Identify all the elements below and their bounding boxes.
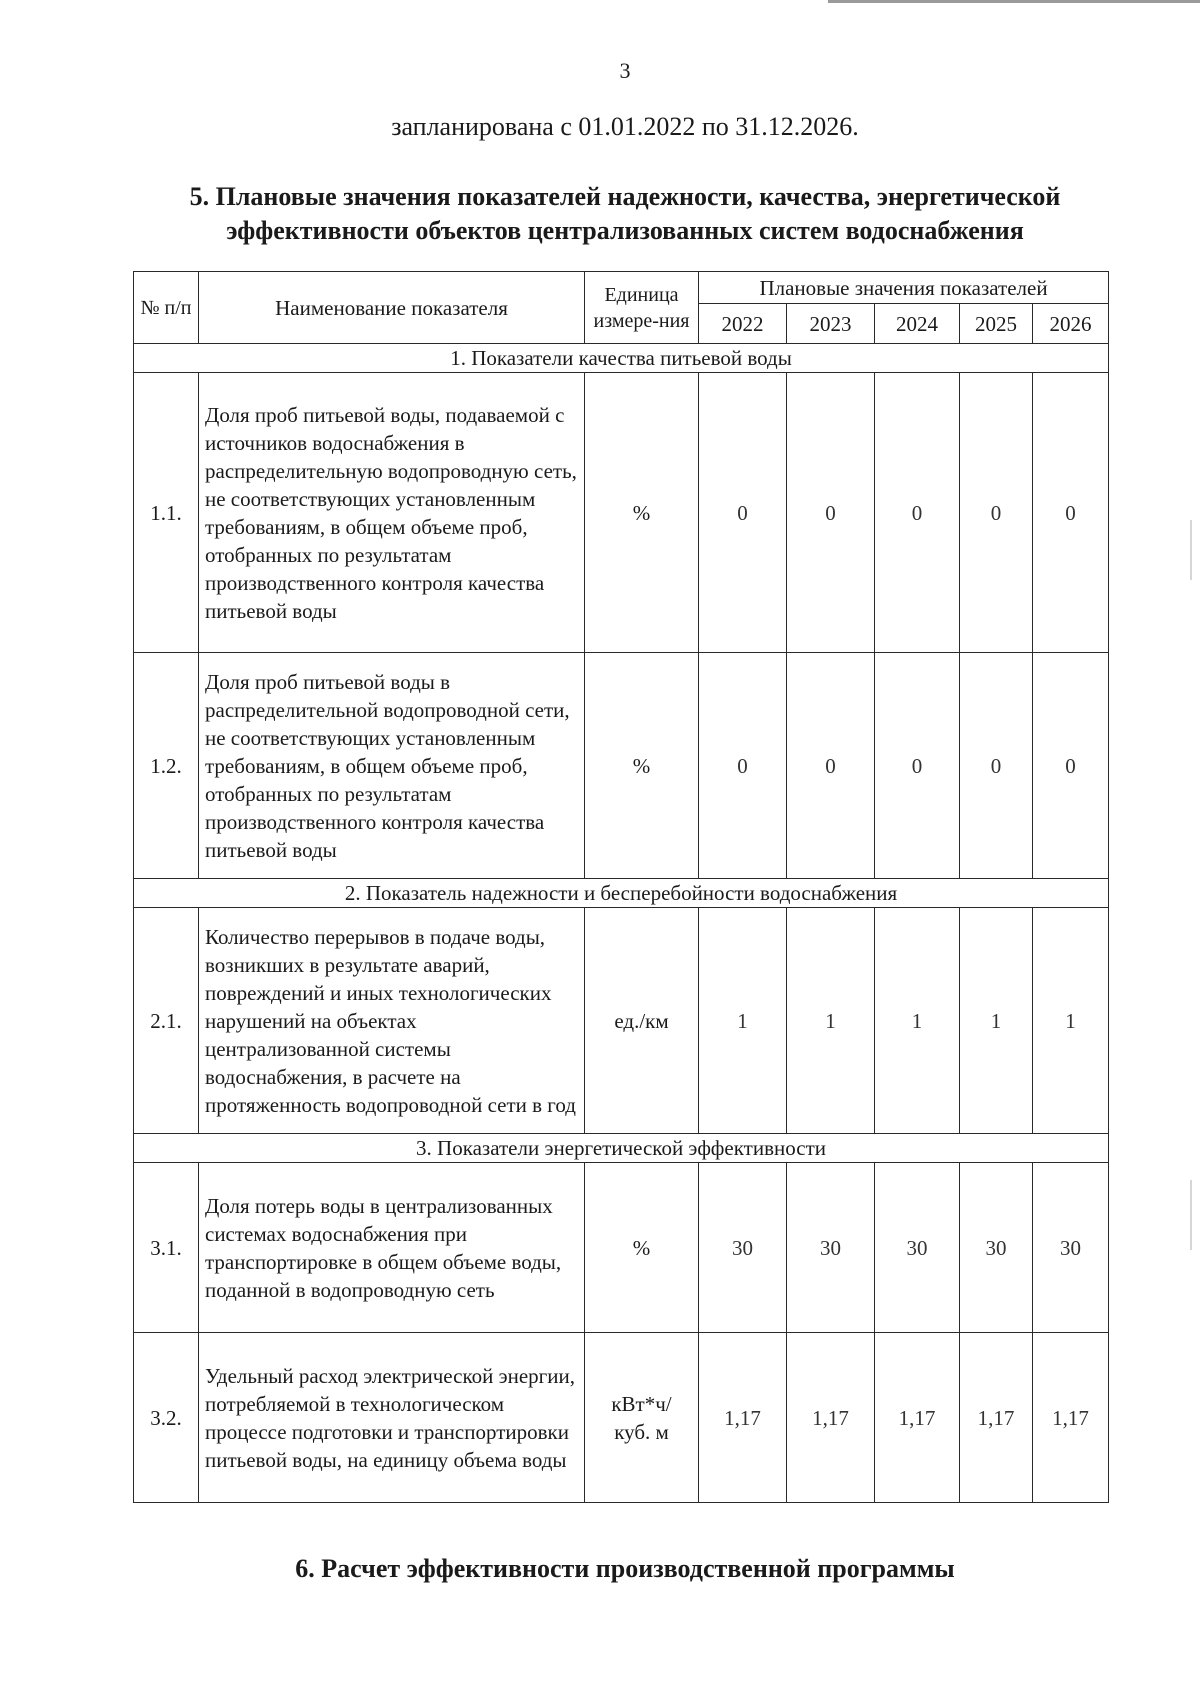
row-num: 3.2. <box>134 1333 199 1503</box>
scan-top-rule <box>828 0 1200 3</box>
row-value-2024: 30 <box>875 1163 960 1333</box>
row-value-2022: 0 <box>699 653 787 879</box>
section-5-title-line-1: 5. Плановые значения показателей надежности, качества, энергетической <box>189 182 1061 211</box>
header-year: 2023 <box>787 304 875 344</box>
table-row <box>134 1163 1109 1333</box>
header-name: Наименование показателя <box>199 272 585 344</box>
row-value-2023: 0 <box>787 653 875 879</box>
scan-edge-mark <box>1190 1180 1192 1250</box>
row-value-2023: 0 <box>787 373 875 653</box>
row-value-2025: 1,17 <box>960 1333 1033 1503</box>
row-name: Удельный расход электрической энергии, потребляемой в технологическом процессе подготовки и транспортировки питьевой воды, на единицу объема воды <box>199 1333 585 1503</box>
row-value-2023: 1,17 <box>787 1333 875 1503</box>
row-name: Доля проб питьевой воды, подаваемой с источников водоснабжения в распределительную водопроводную сеть, не соответствующих установленным требованиям, в общем объеме проб, отобранных по результатам производственного контроля качества питьевой воды <box>199 373 585 653</box>
header-year: 2025 <box>960 304 1033 344</box>
row-value-2025: 30 <box>960 1163 1033 1333</box>
row-unit: % <box>585 1163 699 1333</box>
header-year: 2022 <box>699 304 787 344</box>
table-row <box>134 1333 1109 1503</box>
header-unit: Единица измере-ния <box>585 272 699 344</box>
row-value-2023: 1 <box>787 908 875 1134</box>
row-value-2023: 30 <box>787 1163 875 1333</box>
row-value-2026: 1,17 <box>1033 1333 1109 1503</box>
row-unit: ед./км <box>585 908 699 1134</box>
row-unit: % <box>585 653 699 879</box>
row-name: Доля проб питьевой воды в распределительной водопроводной сети, не соответствующих установленным требованиям, в общем объеме проб, отобранных по результатам производственного контроля качества питьевой воды <box>199 653 585 879</box>
header-num: № п/п <box>134 272 199 344</box>
row-name: Доля потерь воды в централизованных системах водоснабжения при транспортировке в общем объеме воды, поданной в водопроводную сеть <box>199 1163 585 1333</box>
header-year: 2024 <box>875 304 960 344</box>
section-5-heading <box>100 180 1150 248</box>
row-value-2024: 1 <box>875 908 960 1134</box>
row-value-2022: 1 <box>699 908 787 1134</box>
row-value-2025: 1 <box>960 908 1033 1134</box>
row-value-2022: 0 <box>699 373 787 653</box>
section-6-heading: 6. Расчет эффективности производственной программы <box>295 1554 955 1583</box>
row-value-2024: 0 <box>875 373 960 653</box>
row-value-2026: 0 <box>1033 653 1109 879</box>
row-unit: % <box>585 373 699 653</box>
header-planned-values: Плановые значения показателей <box>699 272 1109 304</box>
row-num: 1.1. <box>134 373 199 653</box>
group-title: 3. Показатели энергетической эффективности <box>134 1134 1109 1163</box>
row-num: 3.1. <box>134 1163 199 1333</box>
scan-edge-mark <box>1190 520 1192 580</box>
row-value-2026: 30 <box>1033 1163 1109 1333</box>
row-value-2024: 1,17 <box>875 1333 960 1503</box>
row-value-2022: 1,17 <box>699 1333 787 1503</box>
page-number: 3 <box>619 58 631 83</box>
row-value-2024: 0 <box>875 653 960 879</box>
group-title: 2. Показатель надежности и бесперебойности водоснабжения <box>134 879 1109 908</box>
row-value-2025: 0 <box>960 653 1033 879</box>
table-row <box>134 373 1109 653</box>
table-row <box>134 653 1109 879</box>
row-value-2026: 1 <box>1033 908 1109 1134</box>
row-unit: кВт*ч/ куб. м <box>585 1333 699 1503</box>
row-num: 2.1. <box>134 908 199 1134</box>
row-value-2026: 0 <box>1033 373 1109 653</box>
row-num: 1.2. <box>134 653 199 879</box>
section-5-title-line-2: эффективности объектов централизованных систем водоснабжения <box>226 216 1024 245</box>
group-row-quality <box>134 344 1109 373</box>
row-value-2022: 30 <box>699 1163 787 1333</box>
table-row <box>134 908 1109 1134</box>
group-row-energy <box>134 1134 1109 1163</box>
row-name: Количество перерывов в подаче воды, возникших в результате аварий, повреждений и иных технологических нарушений на объектах централизованной системы водоснабжения, в расчете на протяженность водопроводной сети в год <box>199 908 585 1134</box>
row-value-2025: 0 <box>960 373 1033 653</box>
indicators-table <box>133 271 1109 1503</box>
header-year: 2026 <box>1033 304 1109 344</box>
group-row-reliability <box>134 879 1109 908</box>
group-title: 1. Показатели качества питьевой воды <box>134 344 1109 373</box>
intro-line: запланирована с 01.01.2022 по 31.12.2026. <box>391 112 859 141</box>
